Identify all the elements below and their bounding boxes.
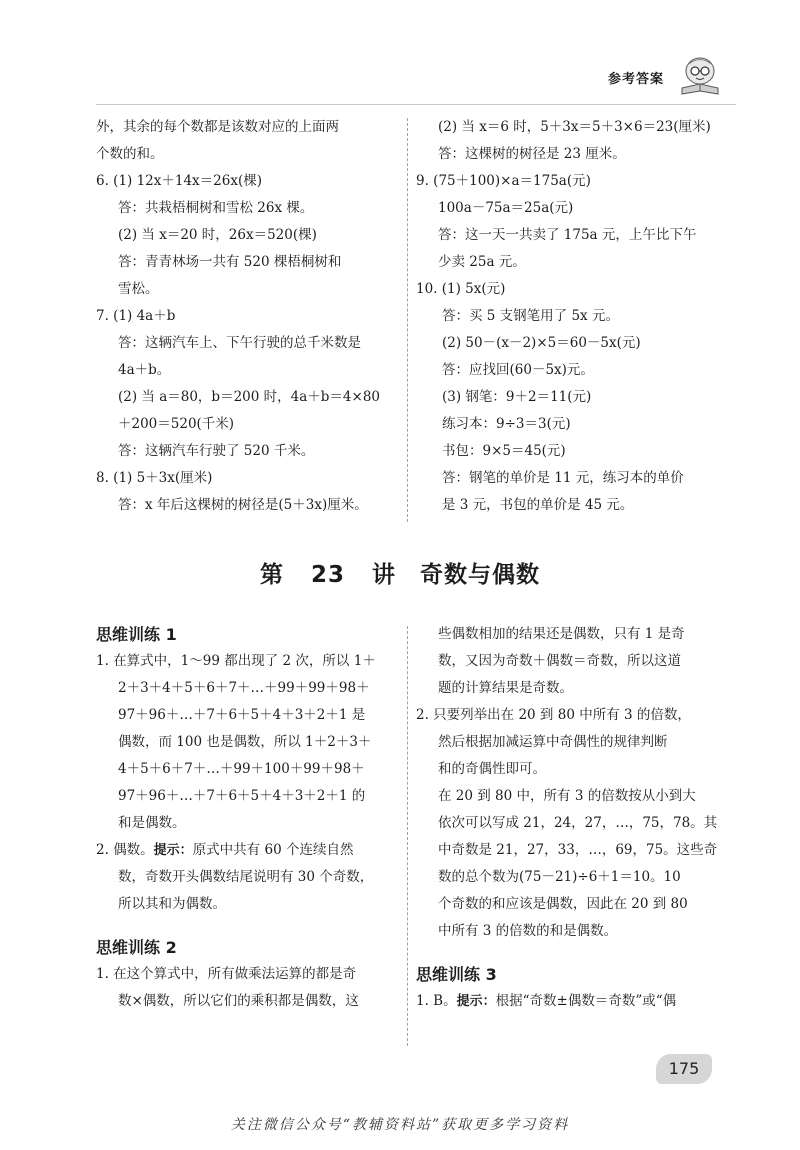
text-line: 2＋3＋4＋5＋6＋7＋…＋99＋99＋98＋: [118, 680, 370, 696]
text-line: 答：钢笔的单价是 11 元，练习本的单价: [442, 470, 684, 486]
bottom-left-column: [96, 621, 396, 1015]
answer-prefix: 1. B。: [416, 993, 457, 1009]
text-line: 书包：9×5＝45(元): [442, 443, 566, 459]
text-line: 和是偶数。: [118, 815, 186, 831]
top-right-column: [416, 114, 716, 519]
text-line: 7. (1) 4a＋b: [96, 308, 176, 324]
text-line: 8. (1) 5＋3x(厘米): [96, 470, 213, 486]
text-line: (2) 当 x＝6 时，5＋3x＝5＋3×6＝23(厘米): [438, 119, 711, 135]
text-line: 答：共栽梧桐树和雪松 26x 棵。: [118, 200, 314, 216]
text-line: 偶数，而 100 也是偶数，所以 1＋2＋3＋: [118, 734, 372, 750]
text-line: 答：买 5 支钢笔用了 5x 元。: [442, 308, 619, 324]
text-line: 然后根据加减运算中奇偶性的规律判断: [438, 734, 668, 750]
column-divider: [407, 626, 408, 1046]
text-line: ＋200＝520(千米): [118, 416, 235, 432]
text-line: 1. 在算式中，1～99 都出现了 2 次，所以 1＋: [96, 653, 376, 669]
answer-line-with-hint: [96, 837, 396, 864]
text-line: 9. (75＋100)×a＝175a(元): [416, 173, 591, 189]
text-line: 数，奇数开头偶数结尾说明有 30 个奇数，: [118, 869, 374, 885]
top-left-column: [96, 114, 396, 519]
section-heading-training-2: 思维训练 2: [96, 938, 177, 957]
text-line: 答：应找回(60－5x)元。: [442, 362, 594, 378]
footer-watermark: 关注微信公众号“教辅资料站”获取更多学习资料: [230, 1117, 570, 1133]
header-rule: [96, 104, 736, 105]
answer-prefix: 2. 偶数。: [96, 842, 154, 858]
text-line: 外，其余的每个数都是该数对应的上面两: [96, 119, 339, 135]
text-line: 所以其和为偶数。: [118, 896, 226, 912]
hint-label: 提示：: [456, 994, 496, 1009]
text-line: 2. 只要列举出在 20 到 80 中所有 3 的倍数，: [416, 707, 691, 723]
text-line: 答：这辆汽车行驶了 520 千米。: [118, 443, 315, 459]
text-line: 是 3 元，书包的单价是 45 元。: [442, 497, 634, 513]
text-line: (2) 当 a＝80，b＝200 时，4a＋b＝4×80: [118, 389, 380, 405]
text-line: 97＋96＋…＋7＋6＋5＋4＋3＋2＋1 是: [118, 707, 366, 723]
text-line: 97＋96＋…＋7＋6＋5＋4＋3＋2＋1 的: [118, 788, 366, 804]
text-line: 个奇数的和应该是偶数，因此在 20 到 80: [438, 896, 688, 912]
text-line: 少卖 25a 元。: [438, 254, 526, 270]
answer-line-with-hint: [416, 988, 716, 1015]
text-line: 1. 在这个算式中，所有做乘法运算的都是奇: [96, 966, 357, 982]
text-line: 中所有 3 的倍数的和是偶数。: [438, 923, 618, 939]
text-line: 答：这棵树的树径是 23 厘米。: [438, 146, 626, 162]
chapter-title: 第 23 讲 奇数与偶数: [259, 562, 541, 588]
bottom-right-column: [416, 621, 716, 1015]
text-line: 在 20 到 80 中，所有 3 的倍数按从小到大: [438, 788, 696, 804]
header-label: 参考答案: [608, 72, 665, 87]
section-heading-training-3: 思维训练 3: [416, 965, 497, 984]
text-line: 答：这一天一共卖了 175a 元，上午比下午: [438, 227, 697, 243]
text-line: 10. (1) 5x(元): [416, 281, 506, 297]
answer-text: 根据“奇数±偶数＝奇数”或“偶: [495, 993, 677, 1009]
text-line: (2) 当 x＝20 时，26x＝520(棵): [118, 227, 317, 243]
text-line: 练习本：9÷3＝3(元): [442, 416, 571, 432]
text-line: 数的总个数为(75－21)÷6＋1＝10。10: [438, 869, 681, 885]
text-line: 和的奇偶性即可。: [438, 761, 546, 777]
text-line: 数×偶数，所以它们的乘积都是偶数，这: [118, 993, 359, 1009]
text-line: 些偶数相加的结果还是偶数，只有 1 是奇: [438, 626, 685, 642]
text-line: (2) 50－(x－2)×5＝60－5x(元): [442, 335, 641, 351]
column-divider: [407, 118, 408, 522]
text-line: 100a－75a＝25a(元): [438, 200, 574, 216]
text-line: 答：青青林场一共有 520 棵梧桐树和: [118, 254, 342, 270]
page-number: 175: [656, 1054, 712, 1084]
text-line: 中奇数是 21，27，33，…，69，75。这些奇: [438, 842, 718, 858]
text-line: 答：这辆汽车上、下午行驶的总千米数是: [118, 335, 361, 351]
section-heading-training-1: 思维训练 1: [96, 625, 177, 644]
hint-label: 提示：: [153, 843, 193, 858]
text-line: 个数的和。: [96, 146, 164, 162]
text-line: 答：x 年后这棵树的树径是(5＋3x)厘米。: [118, 497, 368, 513]
text-line: (3) 钢笔：9＋2＝11(元): [442, 389, 592, 405]
answer-text: 原式中共有 60 个连续自然: [192, 842, 354, 858]
reading-child-icon: [676, 54, 724, 96]
text-line: 4＋5＋6＋7＋…＋99＋100＋99＋98＋: [118, 761, 365, 777]
text-line: 4a＋b。: [118, 362, 171, 378]
text-line: 雪松。: [118, 281, 159, 297]
text-line: 数，又因为奇数＋偶数＝奇数，所以这道: [438, 653, 681, 669]
text-line: 依次可以写成 21，24，27，…，75，78。其: [438, 815, 718, 831]
text-line: 6. (1) 12x＋14x＝26x(棵): [96, 173, 262, 189]
text-line: 题的计算结果是奇数。: [438, 680, 573, 696]
